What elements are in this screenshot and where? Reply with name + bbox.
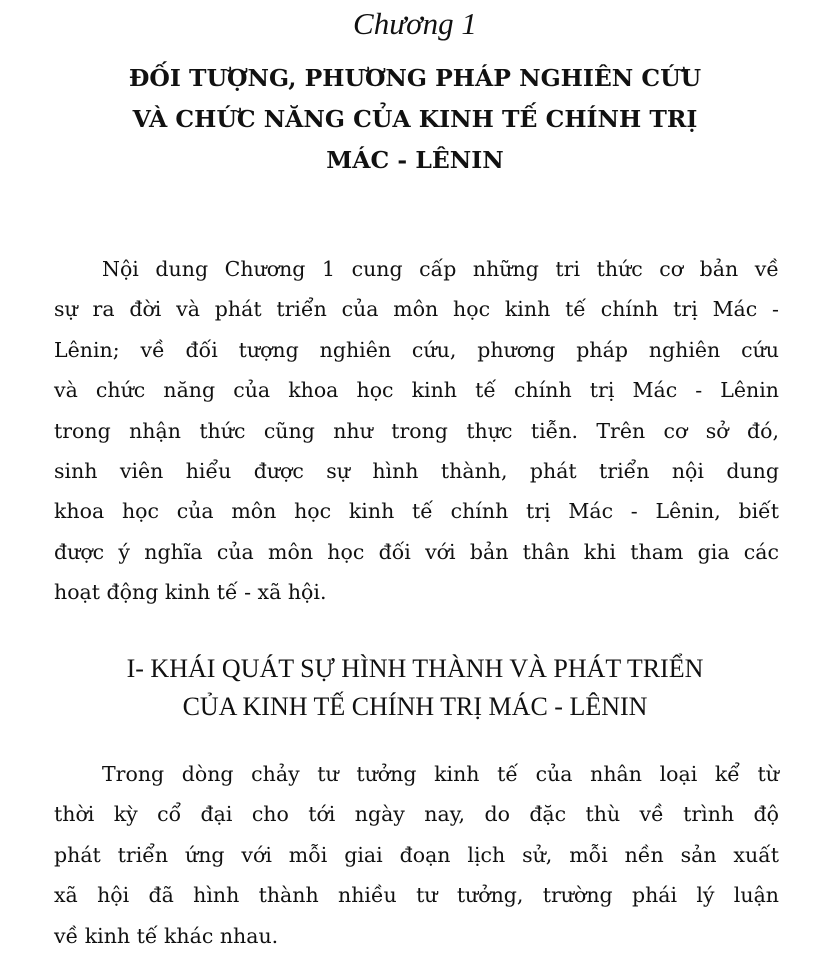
paragraph-line: và chức năng của khoa học kinh tế chính trị Mác - Lênin — [54, 378, 779, 403]
intro-paragraph — [54, 249, 779, 613]
paragraph-line: thời kỳ cổ đại cho tới ngày nay, do đặc thù về trình độ — [54, 802, 779, 827]
section-heading-line: CỦA KINH TẾ CHÍNH TRỊ MÁC - LÊNIN — [182, 692, 648, 721]
section-paragraph — [54, 754, 779, 956]
chapter-title-line: VÀ CHỨC NĂNG CỦA KINH TẾ CHÍNH TRỊ — [132, 105, 698, 133]
chapter-title-line: MÁC - LÊNIN — [326, 146, 504, 174]
paragraph-line: Lênin; về đối tượng nghiên cứu, phương pháp nghiên cứu — [54, 337, 779, 362]
paragraph-line: trong nhận thức cũng như trong thực tiễn. Trên cơ sở đó, — [54, 418, 779, 443]
paragraph-line: hoạt động kinh tế - xã hội. — [54, 580, 327, 605]
paragraph-line: phát triển ứng với mỗi giai đoạn lịch sử, mỗi nền sản xuất — [54, 842, 779, 867]
paragraph-line: về kinh tế khác nhau. — [54, 923, 279, 948]
chapter-label: Chương 1 — [353, 6, 477, 41]
paragraph-line: xã hội đã hình thành nhiều tư tưởng, trường phái lý luận — [54, 883, 779, 908]
paragraph-line: sự ra đời và phát triển của môn học kinh tế chính trị Mác - — [54, 297, 779, 322]
section-heading — [60, 650, 770, 726]
section-heading-line: I- KHÁI QUÁT SỰ HÌNH THÀNH VÀ PHÁT TRIỂN — [126, 654, 704, 683]
chapter-title-line: ĐỐI TƯỢNG, PHƯƠNG PHÁP NGHIÊN CỨU — [128, 64, 702, 92]
paragraph-line: Trong dòng chảy tư tưởng kinh tế của nhân loại kể từ — [102, 762, 779, 786]
paragraph-line: được ý nghĩa của môn học đối với bản thân khi tham gia các — [54, 539, 779, 564]
paragraph-line: khoa học của môn học kinh tế chính trị Mác - Lênin, biết — [54, 499, 779, 524]
paragraph-line: sinh viên hiểu được sự hình thành, phát triển nội dung — [54, 459, 779, 484]
chapter-title — [40, 58, 790, 181]
paragraph-line: Nội dung Chương 1 cung cấp những tri thức cơ bản về — [102, 257, 779, 281]
